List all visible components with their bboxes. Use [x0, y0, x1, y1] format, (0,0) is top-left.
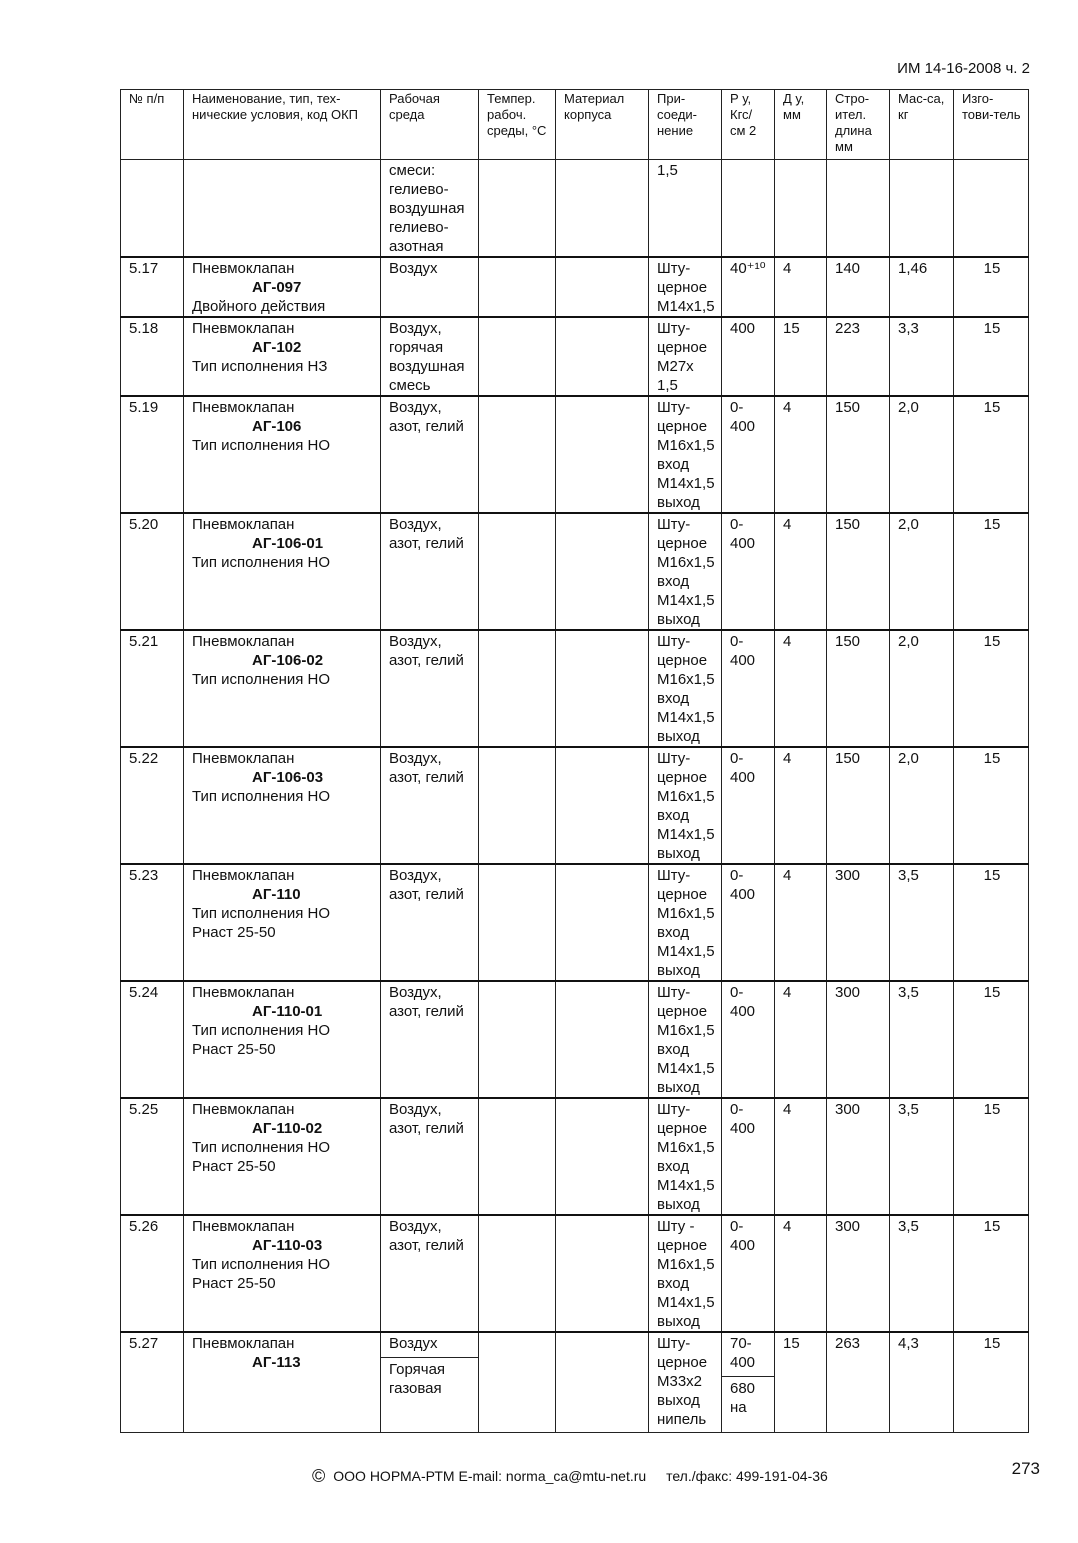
row-number: 5.26 [121, 1215, 184, 1332]
row-mass: 3,5 [890, 1215, 954, 1332]
name-desc: Тип исполнения НО [192, 905, 331, 922]
row-medium [381, 1098, 479, 1215]
row-dn: 4 [775, 1098, 827, 1215]
row-length: 223 [827, 317, 890, 396]
pressure-text: 70-400 [730, 1335, 756, 1371]
row-number: 5.20 [121, 513, 184, 630]
column-header: Стро-ител. длина мм [827, 90, 890, 160]
row-medium [381, 864, 479, 981]
row-manufacturer: 15 [954, 630, 1029, 747]
name-type: Пневмоклапан [192, 399, 295, 416]
row-dn: 4 [775, 257, 827, 317]
row-dn: 4 [775, 864, 827, 981]
pressure-text: 0-400 [730, 399, 756, 435]
row-number: 5.22 [121, 747, 184, 864]
column-header: Рабочая среда [381, 90, 479, 160]
page-number: 273 [1011, 1459, 1040, 1478]
row-mass: 2,0 [890, 630, 954, 747]
table-row [121, 396, 1029, 513]
row-material [556, 317, 649, 396]
row-temperature [479, 1215, 556, 1332]
row-temperature [479, 317, 556, 396]
row-number: 5.23 [121, 864, 184, 981]
name-code: АГ-113 [252, 1354, 301, 1371]
row-dn: 4 [775, 396, 827, 513]
row-connection: Шту-церное М16х1,5 вход М14х1,5 выход [649, 396, 722, 513]
medium-text: Воздух, азот, гелий [389, 1218, 464, 1254]
row-connection: Шту-церное М16х1,5 вход М14х1,5 выход [649, 1098, 722, 1215]
row-length: 300 [827, 1098, 890, 1215]
row-manufacturer: 15 [954, 1098, 1029, 1215]
table-header-row [121, 90, 1029, 160]
row-name [184, 864, 381, 981]
row-dn: 4 [775, 1215, 827, 1332]
name-type: Пневмоклапан [192, 516, 295, 533]
row-temperature [479, 513, 556, 630]
row-name [184, 1332, 381, 1432]
medium-text-secondary: Горячая газовая [381, 1357, 478, 1398]
row-mass: 2,0 [890, 747, 954, 864]
name-desc: Двойного действия [192, 298, 326, 315]
name-code: АГ-110-03 [252, 1237, 323, 1254]
row-material [556, 1098, 649, 1215]
row-material [556, 981, 649, 1098]
continuation-connection: 1,5 [649, 160, 722, 258]
row-material [556, 864, 649, 981]
name-desc: Тип исполнения НО [192, 554, 331, 571]
medium-text: Воздух, азот, гелий [389, 399, 464, 435]
row-material [556, 747, 649, 864]
row-temperature [479, 747, 556, 864]
row-medium [381, 981, 479, 1098]
row-manufacturer: 15 [954, 257, 1029, 317]
row-length: 300 [827, 1215, 890, 1332]
table-row [121, 317, 1029, 396]
name-code: АГ-106 [252, 418, 302, 435]
row-name [184, 396, 381, 513]
row-material [556, 630, 649, 747]
column-header: Темпер. рабоч. среды, °С [479, 90, 556, 160]
row-manufacturer: 15 [954, 1215, 1029, 1332]
row-manufacturer: 15 [954, 513, 1029, 630]
row-dn: 4 [775, 747, 827, 864]
footer [312, 1466, 828, 1487]
spec-table [120, 89, 1029, 1433]
row-length: 300 [827, 981, 890, 1098]
row-pressure [722, 747, 775, 864]
pressure-text: 0-400 [730, 750, 756, 786]
pressure-text: 0-400 [730, 516, 756, 552]
pressure-text: 0-400 [730, 984, 756, 1020]
row-pressure [722, 1098, 775, 1215]
row-name [184, 981, 381, 1098]
row-manufacturer: 15 [954, 1332, 1029, 1432]
row-length: 140 [827, 257, 890, 317]
row-dn: 15 [775, 317, 827, 396]
row-connection: Шту-церное М16х1,5 вход М14х1,5 выход [649, 981, 722, 1098]
row-number: 5.21 [121, 630, 184, 747]
row-medium [381, 396, 479, 513]
row-name [184, 1215, 381, 1332]
row-connection: Шту - церное М16х1,5 вход М14х1,5 выход [649, 1215, 722, 1332]
row-mass: 3,5 [890, 981, 954, 1098]
row-temperature [479, 981, 556, 1098]
row-name [184, 257, 381, 317]
name-type: Пневмоклапан [192, 633, 295, 650]
row-length: 150 [827, 630, 890, 747]
row-medium [381, 513, 479, 630]
column-header: № п/п [121, 90, 184, 160]
table-row [121, 1215, 1029, 1332]
name-type: Пневмоклапан [192, 984, 295, 1001]
column-header: При-соеди-нение [649, 90, 722, 160]
row-name [184, 747, 381, 864]
row-material [556, 396, 649, 513]
row-connection: Шту-церное М27х 1,5 [649, 317, 722, 396]
pressure-text: 40⁺¹⁰ [730, 260, 766, 277]
row-pressure [722, 317, 775, 396]
name-code: АГ-097 [252, 279, 302, 296]
name-extra: Рнаст 25-50 [192, 1275, 276, 1292]
pressure-text: 0-400 [730, 867, 756, 903]
pressure-text: 0-400 [730, 633, 756, 669]
row-manufacturer: 15 [954, 396, 1029, 513]
name-code: АГ-102 [252, 339, 302, 356]
medium-text: Воздух, азот, гелий [389, 984, 464, 1020]
copyright-icon: © [312, 1466, 326, 1486]
continuation-medium: смеси: гелиево-воздушная гелиево-азотная [381, 160, 479, 258]
row-length: 300 [827, 864, 890, 981]
document-id: ИМ 14-16-2008 ч. 2 [897, 60, 1030, 77]
footer-email: E-mail: norma_ca@mtu-net.ru [458, 1468, 647, 1484]
row-medium [381, 257, 479, 317]
row-dn: 15 [775, 1332, 827, 1432]
row-number: 5.19 [121, 396, 184, 513]
row-dn: 4 [775, 981, 827, 1098]
row-length: 150 [827, 513, 890, 630]
medium-text: Воздух, горячая воздушная смесь [389, 320, 465, 394]
name-code: АГ-110 [252, 886, 301, 903]
row-number: 5.17 [121, 257, 184, 317]
row-mass: 2,0 [890, 396, 954, 513]
medium-text: Воздух [389, 260, 438, 277]
row-temperature [479, 1332, 556, 1432]
name-type: Пневмоклапан [192, 1218, 295, 1235]
row-connection: Шту-церное М33х2 выход нипель [649, 1332, 722, 1432]
row-manufacturer: 15 [954, 981, 1029, 1098]
name-type: Пневмоклапан [192, 260, 295, 277]
column-header: Д у, мм [775, 90, 827, 160]
row-temperature [479, 257, 556, 317]
pressure-text: 0-400 [730, 1101, 756, 1137]
medium-text: Воздух, азот, гелий [389, 1101, 464, 1137]
table-row [121, 1098, 1029, 1215]
row-length: 150 [827, 396, 890, 513]
row-medium [381, 1332, 479, 1432]
footer-company: ООО НОРМА-РТМ [333, 1468, 455, 1484]
name-extra: Рнаст 25-50 [192, 924, 276, 941]
name-desc: Тип исполнения НЗ [192, 358, 328, 375]
pressure-text: 400 [730, 320, 756, 337]
row-connection: Шту-церное М16х1,5 вход М14х1,5 выход [649, 747, 722, 864]
name-desc: Тип исполнения НО [192, 788, 331, 805]
row-mass: 2,0 [890, 513, 954, 630]
name-desc: Тип исполнения НО [192, 1256, 331, 1273]
footer-phone: тел./факс: 499-191-04-36 [666, 1468, 828, 1484]
row-material [556, 513, 649, 630]
row-length: 150 [827, 747, 890, 864]
continuation-row [121, 160, 1029, 258]
name-type: Пневмоклапан [192, 320, 295, 337]
medium-text: Воздух, азот, гелий [389, 867, 464, 903]
column-header: Наименование, тип, тех-нические условия, код ОКП [184, 90, 381, 160]
row-material [556, 1215, 649, 1332]
row-connection: Шту-церное М16х1,5 вход М14х1,5 выход [649, 513, 722, 630]
row-manufacturer: 15 [954, 317, 1029, 396]
medium-text: Воздух [389, 1335, 438, 1352]
row-connection: Шту-церное М16х1,5 вход М14х1,5 выход [649, 864, 722, 981]
row-pressure [722, 981, 775, 1098]
row-mass: 3,5 [890, 864, 954, 981]
row-material [556, 1332, 649, 1432]
table-row [121, 257, 1029, 317]
row-manufacturer: 15 [954, 747, 1029, 864]
row-manufacturer: 15 [954, 864, 1029, 981]
name-type: Пневмоклапан [192, 1335, 295, 1352]
medium-text: Воздух, азот, гелий [389, 516, 464, 552]
name-desc: Тип исполнения НО [192, 1022, 331, 1039]
row-connection: Шту-церное М14х1,5 [649, 257, 722, 317]
row-temperature [479, 396, 556, 513]
pressure-text-secondary: 680 на [722, 1376, 774, 1417]
row-number: 5.27 [121, 1332, 184, 1432]
name-extra: Рнаст 25-50 [192, 1041, 276, 1058]
row-temperature [479, 630, 556, 747]
row-pressure [722, 630, 775, 747]
table-row [121, 1332, 1029, 1432]
table-row [121, 630, 1029, 747]
pressure-text: 0-400 [730, 1218, 756, 1254]
name-desc: Тип исполнения НО [192, 1139, 331, 1156]
table-row [121, 513, 1029, 630]
column-header: Р у, Кгс/ см 2 [722, 90, 775, 160]
row-medium [381, 317, 479, 396]
row-mass: 3,3 [890, 317, 954, 396]
row-name [184, 317, 381, 396]
table-row [121, 981, 1029, 1098]
name-code: АГ-106-03 [252, 769, 324, 786]
row-material [556, 257, 649, 317]
name-extra: Рнаст 25-50 [192, 1158, 276, 1175]
row-pressure [722, 1332, 775, 1432]
row-length: 263 [827, 1332, 890, 1432]
name-type: Пневмоклапан [192, 867, 295, 884]
row-pressure [722, 864, 775, 981]
row-number: 5.25 [121, 1098, 184, 1215]
name-code: АГ-110-02 [252, 1120, 323, 1137]
table-row [121, 864, 1029, 981]
row-pressure [722, 396, 775, 513]
row-number: 5.24 [121, 981, 184, 1098]
row-mass: 4,3 [890, 1332, 954, 1432]
row-name [184, 1098, 381, 1215]
row-mass: 1,46 [890, 257, 954, 317]
row-temperature [479, 1098, 556, 1215]
name-type: Пневмоклапан [192, 1101, 295, 1118]
row-number: 5.18 [121, 317, 184, 396]
row-name [184, 630, 381, 747]
row-dn: 4 [775, 513, 827, 630]
name-code: АГ-106-02 [252, 652, 324, 669]
medium-text: Воздух, азот, гелий [389, 633, 464, 669]
row-pressure [722, 1215, 775, 1332]
name-desc: Тип исполнения НО [192, 437, 331, 454]
row-medium [381, 747, 479, 864]
row-dn: 4 [775, 630, 827, 747]
column-header: Мас-са, кг [890, 90, 954, 160]
row-medium [381, 1215, 479, 1332]
row-connection: Шту-церное М16х1,5 вход М14х1,5 выход [649, 630, 722, 747]
row-pressure [722, 513, 775, 630]
name-code: АГ-106-01 [252, 535, 324, 552]
name-code: АГ-110-01 [252, 1003, 323, 1020]
row-mass: 3,5 [890, 1098, 954, 1215]
row-temperature [479, 864, 556, 981]
column-header: Изго-тови-тель [954, 90, 1029, 160]
column-header: Материал корпуса [556, 90, 649, 160]
row-medium [381, 630, 479, 747]
name-type: Пневмоклапан [192, 750, 295, 767]
name-desc: Тип исполнения НО [192, 671, 331, 688]
table-row [121, 747, 1029, 864]
medium-text: Воздух, азот, гелий [389, 750, 464, 786]
row-name [184, 513, 381, 630]
row-pressure [722, 257, 775, 317]
